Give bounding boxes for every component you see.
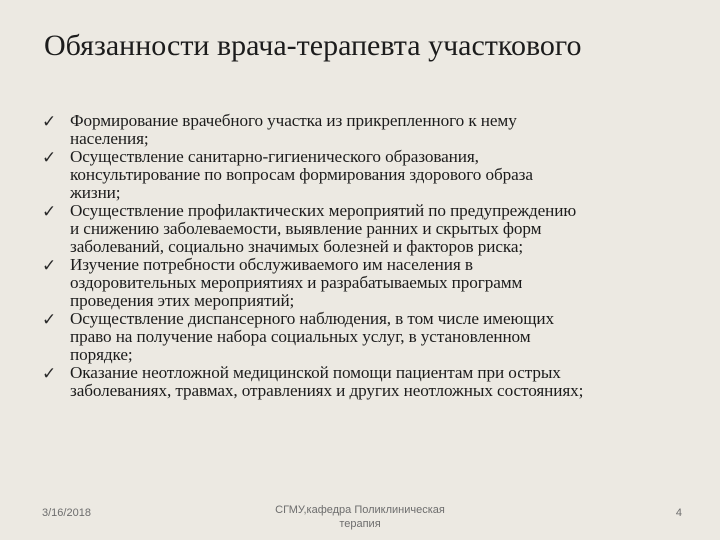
list-item-line: жизни; — [70, 183, 121, 202]
list-item-line: населения; — [70, 129, 149, 148]
page-number: 4 — [675, 507, 682, 519]
list-item-line: заболеваний, социально значимых болезней и факторов риска; — [70, 237, 524, 256]
list-item-line: проведения этих мероприятий; — [70, 291, 295, 310]
list-item — [42, 310, 692, 364]
footer-organization-line: терапия — [339, 518, 381, 530]
list-item-line: Осуществление санитарно-гигиенического образования, — [70, 147, 479, 166]
list-item-line: и снижению заболеваемости, выявление ранних и скрытых форм — [70, 219, 542, 238]
list-item — [42, 364, 692, 400]
check-icon: ✓ — [42, 148, 57, 168]
check-icon: ✓ — [42, 310, 57, 330]
footer-organization — [260, 503, 460, 531]
slide-title: Обязанности врача-терапевта участкового — [44, 29, 582, 62]
list-item-line: Осуществление профилактических мероприятий по предупреждению — [70, 201, 577, 220]
check-icon: ✓ — [42, 364, 57, 384]
list-item-line: порядке; — [70, 345, 133, 364]
footer-date: 3/16/2018 — [42, 507, 91, 519]
check-icon: ✓ — [42, 256, 57, 276]
list-item — [42, 148, 692, 202]
list-item-line: право на получение набора социальных услуг, в установленном — [70, 327, 531, 346]
list-item-line: Оказание неотложной медицинской помощи пациентам при острых — [70, 363, 561, 382]
list-item — [42, 256, 692, 310]
check-icon: ✓ — [42, 112, 57, 132]
list-item-line: Формирование врачебного участка из прикрепленного к нему — [70, 111, 517, 130]
list-item-line: консультирование по вопросам формирования здорового образа — [70, 165, 533, 184]
check-icon: ✓ — [42, 202, 57, 222]
list-item-line: Осуществление диспансерного наблюдения, в том числе имеющих — [70, 309, 554, 328]
list-item-line: Изучение потребности обслуживаемого им населения в — [70, 255, 473, 274]
list-item — [42, 202, 692, 256]
list-item — [42, 112, 692, 148]
duties-list — [42, 112, 692, 400]
list-item-line: оздоровительных мероприятиях и разрабатываемых программ — [70, 273, 523, 292]
footer-organization-line: СГМУ,кафедра Поликлиническая — [275, 504, 445, 516]
list-item-line: заболеваниях, травмах, отравлениях и других неотложных состояниях; — [70, 381, 584, 400]
